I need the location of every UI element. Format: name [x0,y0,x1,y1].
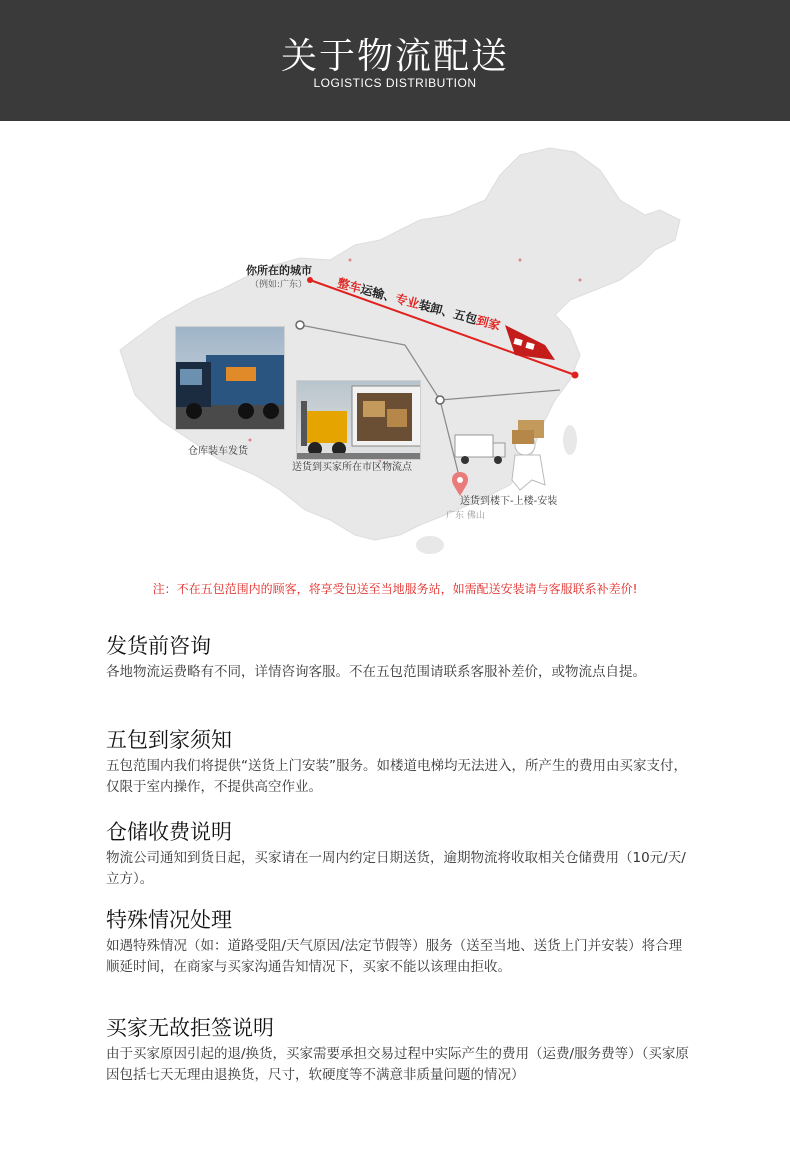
section-storage-fee [106,818,691,890]
warehouse-caption: 仓库装车发货 [188,446,248,457]
page-header [0,0,790,121]
section-title: 发货前咨询 [106,634,211,658]
route-node-2 [436,396,444,404]
logistics-map [100,140,700,570]
route-end-dot [572,372,579,379]
page-subtitle: LOGISTICS DISTRIBUTION [313,76,477,90]
section-title: 五包到家须知 [106,728,232,752]
city-example: （例如:广东） [250,280,308,290]
final-delivery-caption: 送货到楼下-上楼-安装 [460,496,558,507]
forklift-loading-photo [296,380,421,460]
section-title: 仓储收费说明 [106,820,232,844]
section-body: 五包范围内我们将提供“送货上门安装”服务。如楼道电梯均无法进入，所产生的费用由买家支付，仅限于室内操作，不提供高空作业。 [106,758,687,795]
promo-text: 整车运输、专业装卸、五包到家 [335,275,502,333]
page-title: 关于物流配送 [280,36,509,77]
section-title: 特殊情况处理 [106,908,232,932]
section-refusal [106,1014,691,1086]
section-special-cases [106,906,691,978]
red-notice: 注：不在五包范围内的顾客，将享受包送至当地服务站，如需配送安装请与客服联系补差价! [152,582,638,596]
section-title: 买家无故拒签说明 [106,1016,274,1040]
hainan-island [416,536,444,554]
section-body: 由于买家原因引起的退/换货，买家需要承担交易过程中实际产生的费用（运费/服务费等）（买家原因包括七天无理由退换货，尺寸，软硬度等不满意非质量问题的情况） [106,1046,689,1083]
section-body: 物流公司通知到货日起，买家请在一周内约定日期送货，逾期物流将收取相关仓储费用（10元/天/立方）。 [106,850,686,887]
delivery-point-caption: 送货到买家所在市区物流点 [292,462,412,473]
section-five-package [106,726,691,798]
section-body: 如遇特殊情况（如：道路受阻/天气原因/法定节假等）服务（送至当地、送货上门并安装）将合理顺延时间，在商家与买家沟通告知情况下，买家不能以该理由拒收。 [106,938,683,975]
taiwan-island [563,425,577,455]
region-caption: 广东 佛山 [446,511,485,521]
warehouse-truck-photo [175,326,285,430]
city-label: 你所在的城市 [246,264,312,277]
route-node-1 [296,321,304,329]
delivery-man-icon [512,420,545,490]
section-consult [106,632,691,683]
section-body: 各地物流运费略有不同，详情咨询客服。不在五包范围请联系客服补差价，或物流点自提。 [106,664,646,680]
